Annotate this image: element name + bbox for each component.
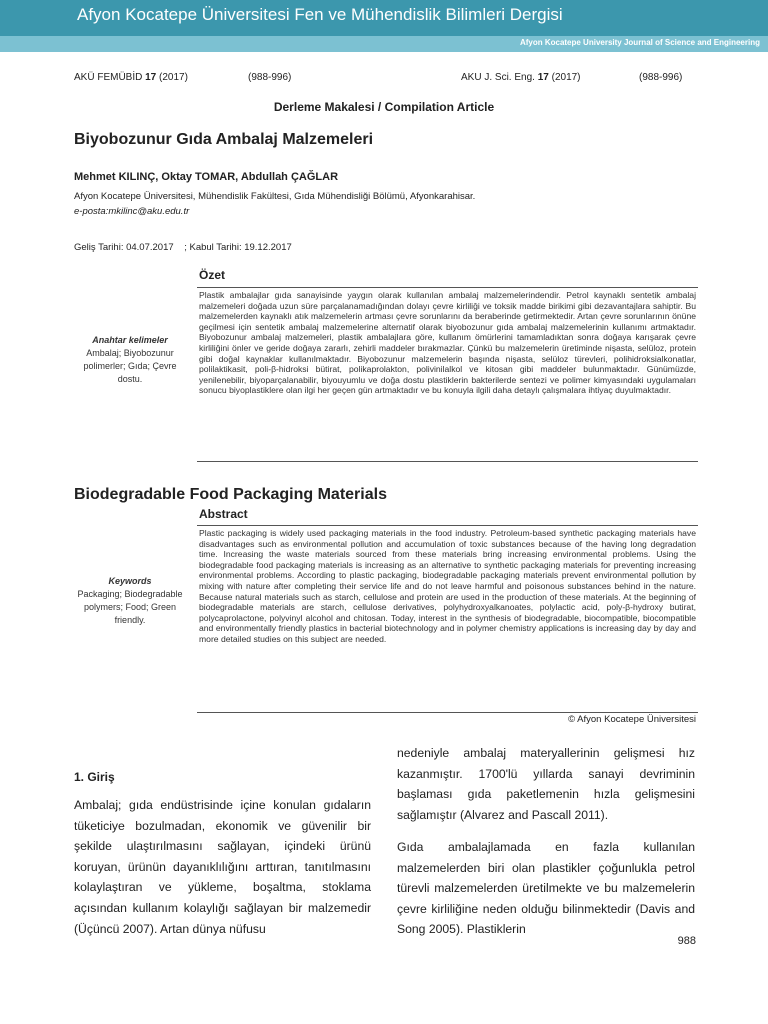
ozet-top-rule bbox=[197, 287, 698, 288]
abstract-top-rule bbox=[197, 525, 698, 526]
title-english: Biodegradable Food Packaging Materials bbox=[74, 486, 387, 503]
authors: Mehmet KILINÇ, Oktay TOMAR, Abdullah ÇAĞLAR bbox=[74, 171, 339, 183]
ozet-keywords-list: Ambalaj; Biyobozunur polimerler; Gıda; Çevre dostu. bbox=[83, 348, 177, 384]
abstract-bottom-rule bbox=[197, 712, 698, 713]
abstract-keywords-heading: Keywords bbox=[108, 576, 152, 586]
abstract-keywords bbox=[70, 575, 190, 627]
title-turkish: Biyobozunur Gıda Ambalaj Malzemeleri bbox=[74, 131, 374, 148]
citation-left-pages: (988-996) bbox=[248, 72, 292, 83]
ozet-keywords bbox=[70, 334, 190, 386]
ozet-heading: Özet bbox=[199, 268, 226, 282]
email-link[interactable]: e-posta:mkilinc@aku.edu.tr bbox=[74, 206, 190, 217]
citation-right-pages: (988-996) bbox=[639, 72, 683, 83]
intro-right-paragraph-1: nedeniyle ambalaj materyallerinin gelişmesi hız kazanmıştır. 1700'lü yıllarda sanayi devriminin başlaması gıda paketlemenin hızla gelişmesini sağlamıştır (Alvarez and Pascall 2011). bbox=[397, 746, 695, 822]
abstract-keywords-list: Packaging; Biodegradable polymers; Food; Green friendly. bbox=[77, 589, 183, 625]
intro-left-column: Ambalaj; gıda endüstrisinde içine konulan gıdaların tüketiciye bozulmadan, ekonomik ve güvenilir bir şekilde ulaştırılmasını sağlayan, içindeki ürünü koruyan, ürünün dayanıklılığını arttıran, tanıtılmasını kolaylaştıran ve yükleme, boşaltma, stoklama açısından kullanım kolaylığı sağlayan bir malzemedir (Üçüncü 2007). Artan dünya nüfusu bbox=[74, 798, 371, 936]
received-date: Geliş Tarihi: 04.07.2017 bbox=[74, 242, 174, 253]
journal-title: Afyon Kocatepe Üniversitesi Fen ve Mühendislik Bilimleri Dergisi bbox=[77, 5, 563, 24]
article-type: Derleme Makalesi / Compilation Article bbox=[273, 100, 495, 114]
ozet-keywords-heading: Anahtar kelimeler bbox=[92, 335, 168, 345]
accepted-date: ; Kabul Tarihi: 19.12.2017 bbox=[184, 242, 292, 253]
section-heading-intro: 1. Giriş bbox=[74, 770, 115, 784]
ozet-text: Plastik ambalajlar gıda sanayisinde yaygın olarak kullanılan ambalaj malzemelerindendir. Petrol kaynaklı sentetik ambalaj malzemeleri doğada uzun süre parçalanamadığından dolayı çevre kirliliği ve toksik madde birikimi gibi dezavantajlara sahiptir. Bu malzemelerden kaynaklı atık malzemelerin artması çevre sorunlarını da beraberinde getirmektedir. Artan çevre sorunlarının önüne geçilmesi için sentetik ambalaj malzemelerine alternatif olarak biyobozunur gıda ambalaj malzemelerinin kullanımı artmaktadır. Biyobozunur ambalaj malzemeleri, plastik ambalajlara göre, kullanım ömürlerini tamamladıktan sonra doğaya karışarak çevre kirliliğini önler ve geride doğaya zararlı, zehirli maddeler bırakmazlar. Çünkü bu malzemelerin üretiminde nişasta, selüloz, protein gibi doğal kaynaklar kullanılmaktadır. Biyobozunur malzemelerin başında nişasta, selüloz türevleri, polihidroksialkonatlar, polilaktikasit, poli-β-hidroksi bütirat, polikaprolakton, polivinilalkol ve kitosan gibi maddeler bulunmaktadır. Günümüzde, yenilenebilir, biyoparçalanabilir, biyouyumlu ve doğa dostu plastiklerin bakterilerde sentezi ve polimer kimyasındaki uygulamaları sonucu biyoplastiklere olan ilgi her geçen gün artmaktadır ve bu konuyla ilgili daha detaylı çalışmalara ihtiyaç duyulmaktadır. bbox=[199, 290, 696, 396]
journal-subtitle: Afyon Kocatepe University Journal of Science and Engineering bbox=[519, 38, 760, 47]
article-dates bbox=[74, 242, 292, 253]
citation-right-code: AKU J. Sci. Eng. 17 (2017) bbox=[461, 72, 581, 83]
citation-left-code: AKÜ FEMÜBİD 17 (2017) bbox=[74, 72, 188, 83]
intro-right-paragraph-2: Gıda ambalajlamada en fazla kullanılan malzemelerden biri olan plastikler çoğunlukla petrol türevli malzemelerden üretilmekte ve bu malzemelerin çevre kirliliğine neden olduğu bilinmektedir (Davis and Song 2005). Plastiklerin bbox=[397, 840, 695, 937]
affiliation: Afyon Kocatepe Üniversitesi, Mühendislik Fakültesi, Gıda Mühendisliği Bölümü, Afyonkarahisar. bbox=[74, 191, 476, 202]
copyright: © Afyon Kocatepe Üniversitesi bbox=[568, 714, 696, 725]
ozet-bottom-rule bbox=[197, 461, 698, 462]
abstract-heading: Abstract bbox=[199, 507, 248, 521]
page-number: 988 bbox=[677, 935, 696, 947]
abstract-text: Plastic packaging is widely used packaging materials in the food industry. Petroleum-based synthetic packaging materials have disadvantages such as environmental pollution and accumulation of toxic substances because of the having long degradation time. Increasing the waste materials sourced from these materials bring increasing environmental problems. Using the biodegradable food packaging materials is increasing as an alternative to synthetic packaging materials for preventing increasing environmental problems. According to plastic packaging, biodegradable packaging materials prevent environmental pollution by mixing with nature after completing their service life and do not leave harmful and poisonous substances behind in the nature. Because natural materials such as starch, cellulose and protein are used in the production of these materials. At the beginning of biodegradable materials are starch, cellulose derivatives, polyhydroxyalkanoates, polylactic acid, poly-β-hydroxy butirat, polycaprolactone, polyvinyl alcohol and chitosan. Today, interest in the synthesis of biodegradable, biocompatible, biocompatible and environmentally friendly plastics in bacterial biotechnology and in polymer chemistry applications is increasing day by day and more detailed studies on this subject are needed. bbox=[199, 528, 696, 644]
